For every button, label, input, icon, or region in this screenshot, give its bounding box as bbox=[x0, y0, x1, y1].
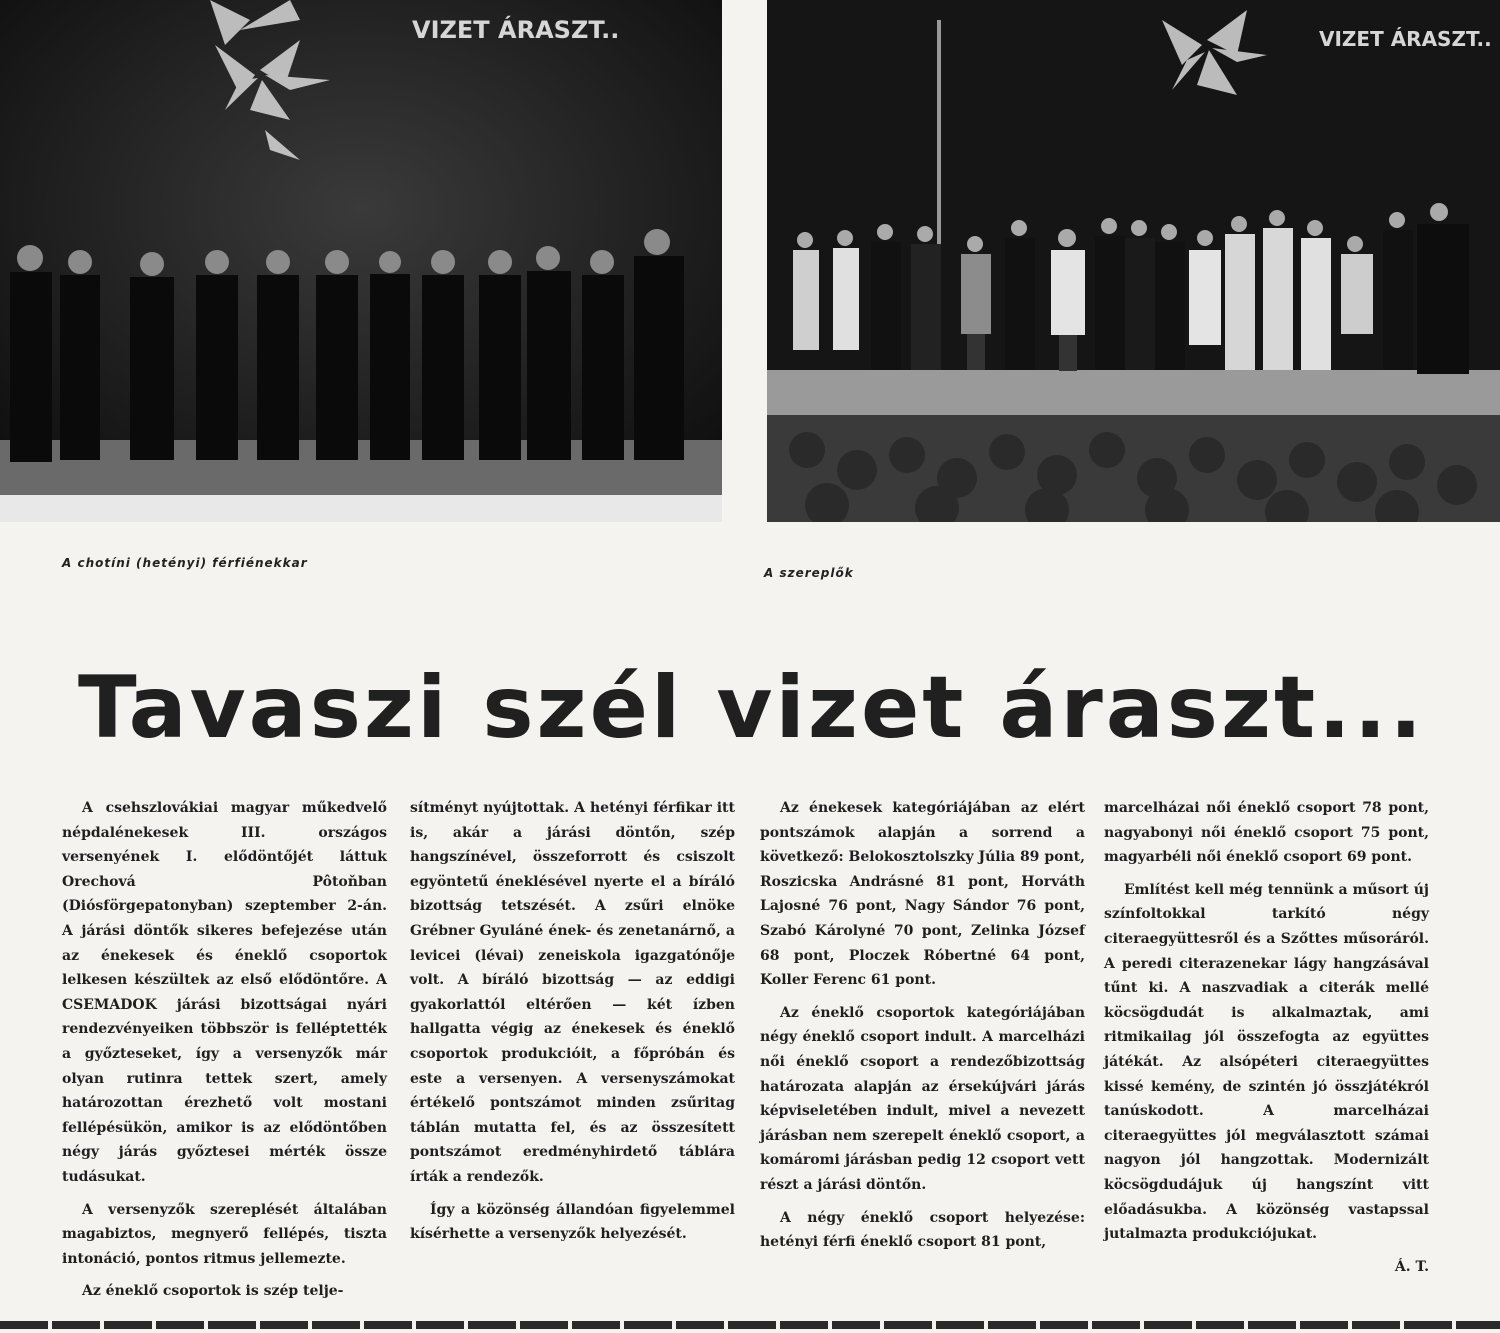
audience bbox=[767, 415, 1500, 522]
photo-caption-right: A szereplők bbox=[764, 566, 854, 580]
banner-text-right: VIZET ÁRASZT.. bbox=[1319, 27, 1492, 51]
banner-text-left: VIZET ÁRASZT.. bbox=[412, 16, 620, 44]
page-bottom-rule bbox=[0, 1321, 1500, 1329]
paragraph: Említést kell még tennünk a műsort új színfoltokkal tarkító négy citeraegyüttesről és a Szőttes műsoráról. A peredi citerazenekar lágy hangzásával tűnt ki. A naszvadiak a citerák mellé köcsögdudát is alkalmaztak, ami ritmikailag jól összefogta az együttes játékát. Az alsópéteri citeraegyüttes kissé kemény, de szintén jó összjátékról tanúskodott. A marcelházai citeraegyüttes jól megválasztott számai nagyon jól hangzottak. Modernizált köcsögdudájuk új hangszínt vitt előadásukba. A közönség vastapssal jutalmazta produkciójukat. bbox=[1104, 881, 1429, 1243]
paragraph: A csehszlovákiai magyar műkedvelő népdalénekesek III. országos versenyének I. elődöntőjét láttuk Orechová Pôtoňban (Diósförgepatonyban) szeptember 2-án. A járási döntők sikeres befejezése után az énekesek és éneklő csoportok lelkesen készültek az első elődöntőre. A CSEMADOK járási bizottságai nyári rendezvényeiken többször is felléptették a győzteseket, így a versenyzők már olyan rutinra tettek szert, amely határozottan érezhető volt mostani fellépésükön, amikor is az elődöntőben négy járás győztesei mérték össze tudásukat. bbox=[62, 800, 387, 1185]
paragraph: Így a közönség állandóan figyelemmel kísérhette a versenyzők helyezését. bbox=[410, 1201, 735, 1243]
photo-caption-left: A chotíni (hetényi) férfiénekkar bbox=[62, 556, 308, 570]
article-headline: Tavaszi szél vizet áraszt... bbox=[78, 658, 1426, 758]
author-signature: Á. T. bbox=[1394, 1258, 1429, 1275]
paragraph: sítményt nyújtottak. A hetényi férfikar itt is, akár a járási döntőn, szép hangszínével, összeforrott és csiszolt egyöntetű éneklésével nyerte el a bíráló bizottság tetszését. A zsűri elnöke Grébner Gyuláné ének- és zenetanárnő, a levicei (lévai) zeneiskola igazgatónője volt. A bíráló bizottság — az eddigi gyakorlattól eltérően — két ízben hallgatta végig az énekesek és éneklő csoportok produkcióit, a főpróbán és este a versenyen. A versenyszámokat értékelő pontszámot minden zsűritag táblán mutatta fel, és az összesített pontszámot eredményhirdető táblára írták a rendezők. bbox=[410, 800, 735, 1185]
photo-performers bbox=[767, 0, 1500, 522]
paragraph: marcelházai női éneklő csoport 78 pont, nagyabonyi női éneklő csoport 75 pont, magyarbéli női éneklő csoport 69 pont. bbox=[1104, 800, 1429, 866]
article-column-1 bbox=[62, 796, 387, 1312]
paragraph: Az éneklő csoportok kategóriájában négy éneklő csoport indult. A marcelházi női éneklő csoport a rendezőbizottság határozata alapján az érsekújvári járás képviseletében indult, mivel a nevezett járásban nem szerepelt éneklő csoport, a komáromi járásban pedig 12 csoport vett részt a járási döntőn. bbox=[760, 1004, 1085, 1193]
paragraph: A négy éneklő csoport helyezése: hetényi férfi éneklő csoport 81 pont, bbox=[760, 1209, 1085, 1251]
article-column-4 bbox=[1104, 796, 1429, 1279]
article-column-2 bbox=[410, 796, 735, 1255]
paragraph: Az éneklő csoportok is szép telje- bbox=[82, 1283, 344, 1300]
paragraph: A versenyzők szereplését általában magabiztos, megnyerő fellépés, tiszta intonáció, pontos ritmus jellemezte. bbox=[62, 1201, 387, 1267]
paragraph: Az énekesek kategóriájában az elért pontszámok alapján a sorrend a következő: Belokosztolszky Júlia 89 pont, Roszicska Andrásné 81 pont, Horváth Lajosné 76 pont, Nagy Sándor 76 pont, Szabó Károlyné 70 pont, Zelinka József 68 pont, Ploczek Róbertné 64 pont, Koller Ferenc 61 pont. bbox=[760, 800, 1085, 989]
photo-mens-choir bbox=[0, 0, 722, 522]
article-column-3 bbox=[760, 796, 1085, 1263]
